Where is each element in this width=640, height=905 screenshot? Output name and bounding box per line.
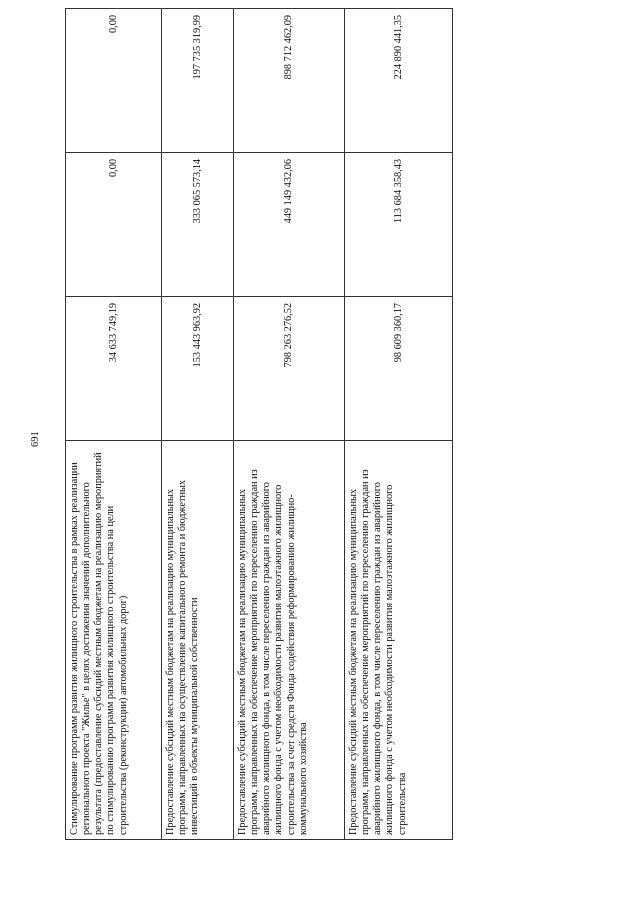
row-description: Предоставление субсидий местным бюджетам на реализацию муниципальных программ, направленных на осуществление капитального ремонта и бюджетных инвестиций в объекты муниципальной собственности <box>162 441 234 840</box>
row-value-2: 333 065 573,14 <box>162 153 234 297</box>
row-value-2: 113 684 358,43 <box>345 153 453 297</box>
row-value-1: 798 263 276,52 <box>234 297 345 441</box>
row-value-3: 197 735 319,99 <box>162 9 234 153</box>
row-value-1: 34 633 749,19 <box>66 297 162 441</box>
rotated-table-container <box>65 15 452 840</box>
page-number: 691 <box>30 431 41 447</box>
row-value-3: 224 890 441,35 <box>345 9 453 153</box>
row-value-1: 153 443 963,92 <box>162 297 234 441</box>
row-value-2: 0,00 <box>66 153 162 297</box>
table-row <box>345 9 453 840</box>
row-description: Стимулирование программ развития жилищного строительства в рамках реализации регионального проекта "Жилье" в целях достижения значений дополнительного результата (предоставление субсидий местным бюджетам на реализацию мероприятий по стимулированию программ развития жилищного строительства на цели строительства (реконструкции) автомобильных дорог) <box>66 441 162 840</box>
row-value-3: 0,00 <box>66 9 162 153</box>
table-row <box>234 9 345 840</box>
row-value-3: 898 712 462,09 <box>234 9 345 153</box>
table-row <box>66 9 162 840</box>
table-row <box>162 9 234 840</box>
row-description: Предоставление субсидий местным бюджетам на реализацию муниципальных программ, направленных на обеспечение мероприятий по переселению граждан из аварийного жилищного фонда, в том числе переселению граждан из аварийного жилищного фонда с учетом необходимости развития малоэтажного жилищного строительства <box>345 441 453 840</box>
row-description: Предоставление субсидий местным бюджетам на реализацию муниципальных программ, направленных на обеспечение мероприятий по переселению граждан из аварийного жилищного фонда, в том числе переселению граждан из аварийного жилищного фонда с учетом необходимости развития малоэтажного жилищного строительства за счет средств Фонда содействия реформированию жилищно-коммунального хозяйства <box>234 441 345 840</box>
row-value-1: 98 609 360,17 <box>345 297 453 441</box>
row-value-2: 449 149 432,06 <box>234 153 345 297</box>
budget-table <box>65 8 453 840</box>
